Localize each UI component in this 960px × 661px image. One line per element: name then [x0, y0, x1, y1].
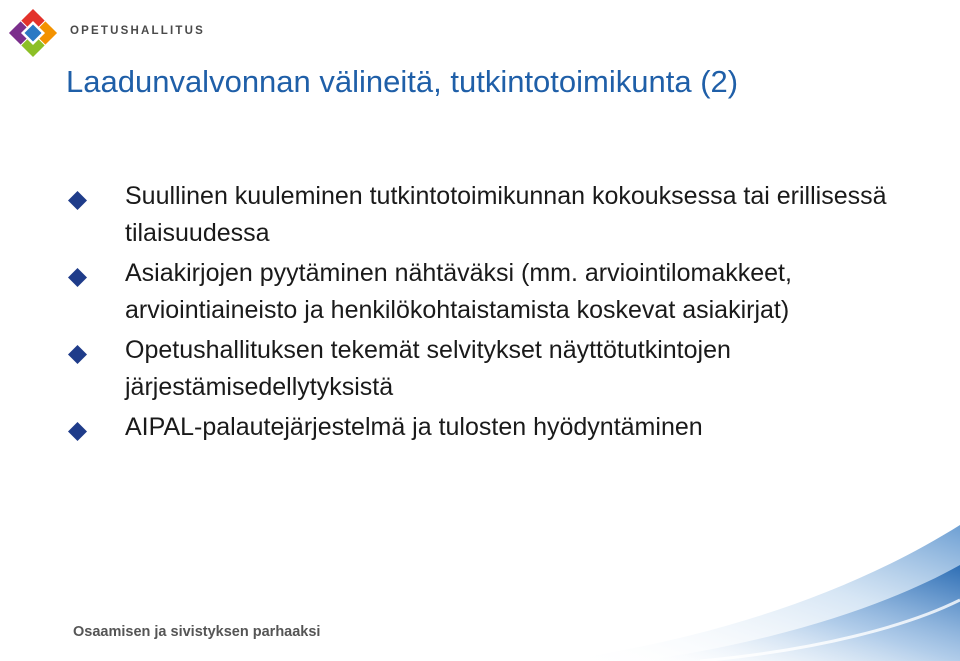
diamond-bullet-icon	[68, 422, 87, 441]
list-item	[66, 255, 926, 329]
bullet-text: Asiakirjojen pyytäminen nähtäväksi (mm. arviointilomakkeet, arviointiaineisto ja henkilökohtaistamista koskevat asiakirjat)	[125, 259, 792, 324]
list-item	[66, 332, 926, 406]
bullet-text: AIPAL-palautejärjestelmä ja tulosten hyödyntäminen	[125, 413, 703, 441]
footer-slogan: Osaamisen ja sivistyksen parhaaksi	[73, 624, 321, 640]
org-name: OPETUSHALLITUS	[70, 25, 205, 37]
bullet-text: Suullinen kuuleminen tutkintotoimikunnan kokouksessa tai erillisessä tilaisuudessa	[125, 182, 887, 247]
header-logo	[8, 8, 205, 58]
diamond-logo-icon	[8, 8, 58, 58]
diamond-bullet-icon	[68, 268, 87, 287]
bullet-text: Opetushallituksen tekemät selvitykset näyttötutkintojen järjestämisedellytyksistä	[125, 336, 731, 401]
list-item	[66, 178, 926, 252]
diamond-bullet-icon	[68, 345, 87, 364]
list-item	[66, 409, 926, 446]
bullet-list	[66, 178, 926, 449]
diamond-bullet-icon	[68, 191, 87, 210]
page-title: Laadunvalvonnan välineitä, tutkintotoimikunta (2)	[66, 64, 739, 99]
